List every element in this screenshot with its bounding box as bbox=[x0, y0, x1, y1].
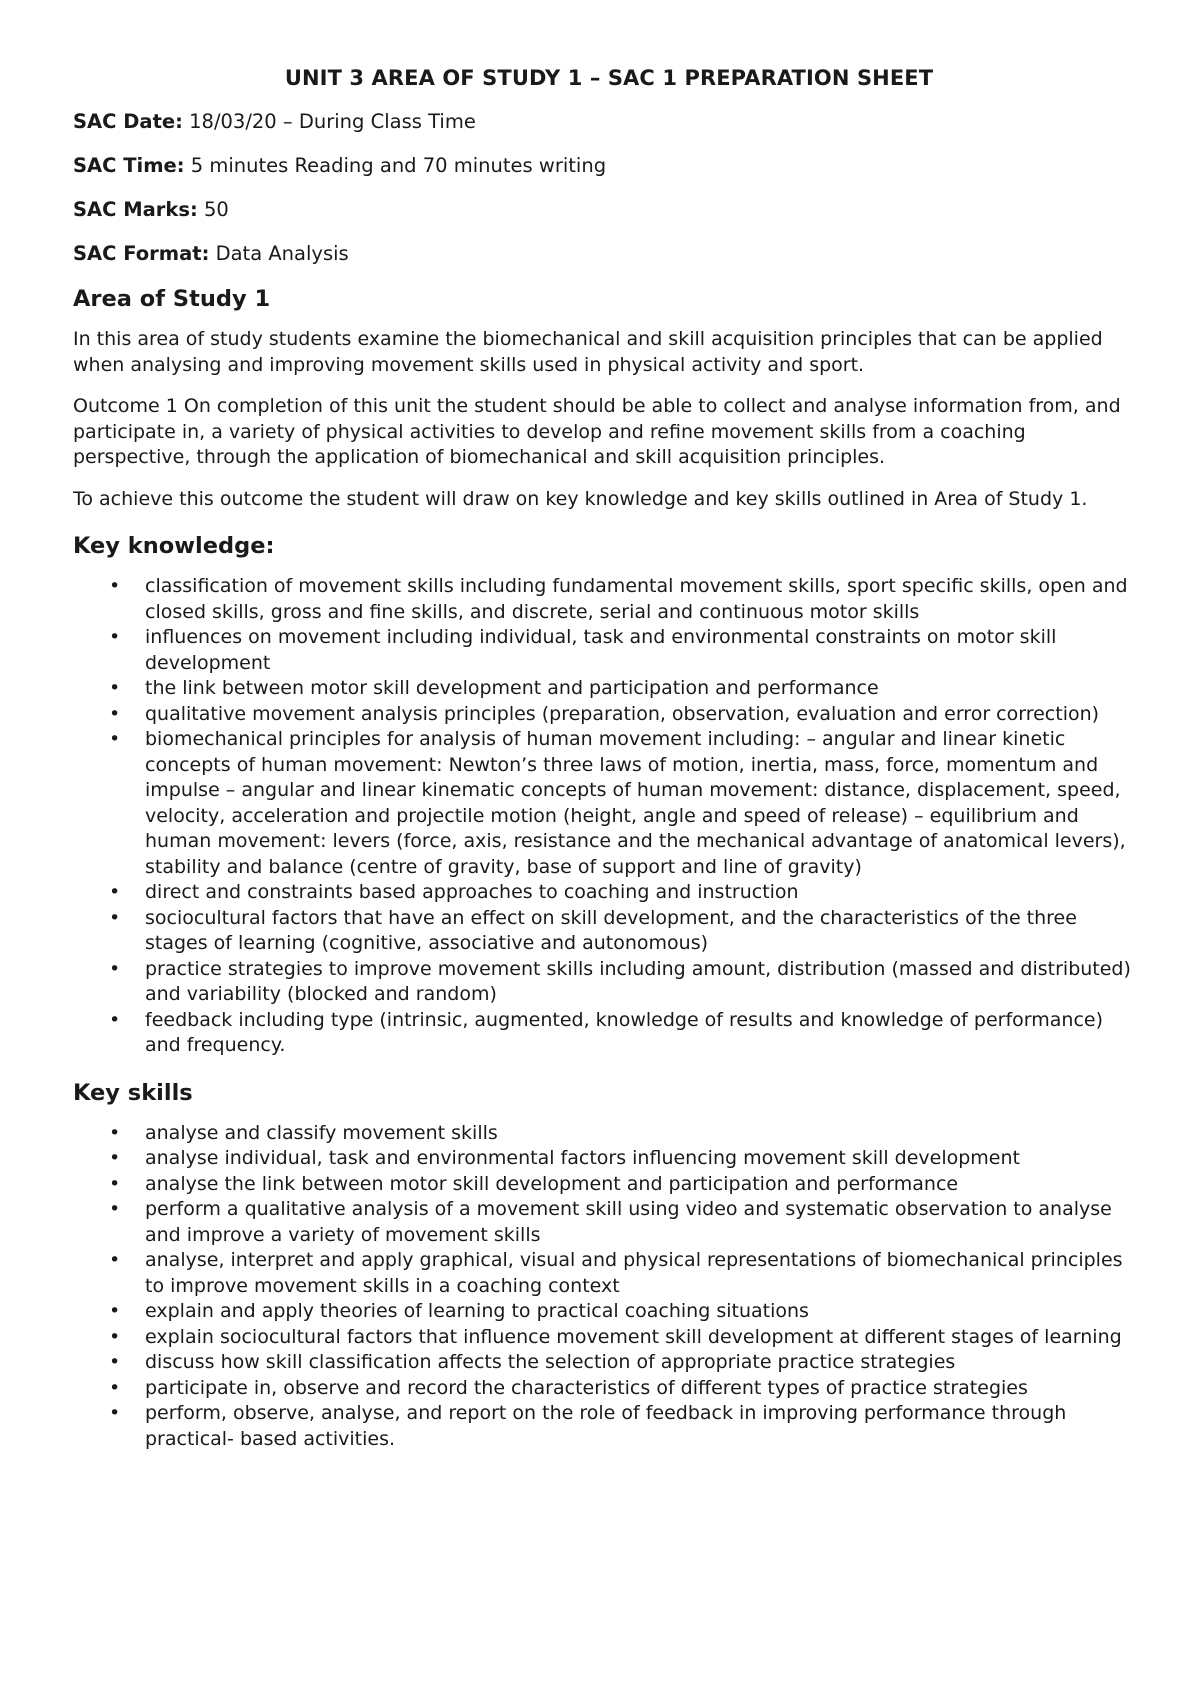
bullet-icon: • bbox=[109, 702, 121, 725]
list-item bbox=[73, 1172, 1133, 1198]
list-item-text: sociocultural factors that have an effect on skill development, and the characteristics of the three stages of learning (cognitive, associative and autonomous) bbox=[145, 906, 1077, 954]
list-item-text: participate in, observe and record the characteristics of different types of practice strategies bbox=[145, 1376, 1028, 1399]
list-item bbox=[73, 1248, 1133, 1299]
key-skills-heading: Key skills bbox=[73, 1079, 193, 1106]
bullet-icon: • bbox=[109, 677, 121, 699]
bullet-icon: • bbox=[109, 1376, 121, 1399]
list-item bbox=[73, 676, 1133, 702]
list-item bbox=[73, 957, 1133, 1008]
bullet-icon: • bbox=[109, 626, 121, 648]
bullet-icon: • bbox=[109, 1121, 121, 1144]
document-page bbox=[73, 66, 1133, 1462]
list-item bbox=[73, 1401, 1133, 1452]
bullet-icon: • bbox=[109, 575, 121, 597]
sac-time-label: SAC Time: bbox=[73, 154, 185, 177]
list-item-text: perform a qualitative analysis of a movement skill using video and systematic observation to analyse and improve a variety of movement skills bbox=[145, 1198, 1112, 1246]
list-item bbox=[73, 727, 1133, 880]
sac-marks-label: SAC Marks: bbox=[73, 198, 198, 221]
bullet-icon: • bbox=[109, 1147, 121, 1169]
bullet-icon: • bbox=[109, 1249, 121, 1271]
list-item bbox=[73, 906, 1133, 957]
list-item bbox=[73, 625, 1133, 676]
list-item-text: qualitative movement analysis principles (preparation, observation, evaluation and error correction) bbox=[145, 702, 1100, 725]
outcome-paragraph: Outcome 1 On completion of this unit the student should be able to collect and analyse information from, and participate in, a variety of physical activities to develop and refine movement skills from a coaching perspective, through the application of biomechanical and skill acquisition principles. bbox=[73, 395, 1121, 468]
sac-format-label: SAC Format: bbox=[73, 242, 210, 265]
bullet-icon: • bbox=[109, 1198, 121, 1220]
bullet-icon: • bbox=[109, 881, 121, 903]
list-item-text: explain sociocultural factors that influence movement skill development at different stages of learning bbox=[145, 1325, 1122, 1348]
sac-date-value: 18/03/20 – During Class Time bbox=[182, 110, 476, 133]
list-item-text: discuss how skill classification affects the selection of appropriate practice strategies bbox=[145, 1351, 956, 1373]
list-item-text: practice strategies to improve movement skills including amount, distribution (massed and distributed) and variability (blocked and random) bbox=[145, 957, 1131, 1005]
sac-marks-value: 50 bbox=[197, 198, 229, 221]
bullet-icon: • bbox=[109, 1325, 121, 1348]
list-item-text: classification of movement skills including fundamental movement skills, sport specific skills, open and closed skills, gross and fine skills, and discrete, serial and continuous motor skills bbox=[145, 575, 1128, 623]
list-item-text: perform, observe, analyse, and report on the role of feedback in improving performance through practical- based activities. bbox=[145, 1402, 1067, 1450]
list-item-text: analyse the link between motor skill development and participation and performance bbox=[145, 1172, 959, 1195]
list-item bbox=[73, 702, 1133, 728]
list-item-text: direct and constraints based approaches to coaching and instruction bbox=[145, 881, 799, 903]
list-item bbox=[73, 1121, 1133, 1147]
key-knowledge-heading: Key knowledge: bbox=[73, 533, 275, 559]
list-item-text: analyse, interpret and apply graphical, visual and physical representations of biomechanical principles to improve movement skills in a coaching context bbox=[145, 1249, 1123, 1297]
bullet-icon: • bbox=[109, 906, 121, 929]
bullet-icon: • bbox=[109, 1351, 121, 1373]
list-item bbox=[73, 574, 1133, 625]
list-item bbox=[73, 1008, 1133, 1059]
sac-format-value: Data Analysis bbox=[209, 242, 349, 265]
sac-marks-line bbox=[73, 197, 1133, 222]
list-item bbox=[73, 1299, 1133, 1325]
list-item bbox=[73, 1197, 1133, 1248]
list-item-text: analyse and classify movement skills bbox=[145, 1121, 498, 1144]
bullet-icon: • bbox=[109, 728, 121, 750]
list-item bbox=[73, 880, 1133, 906]
achieve-paragraph: To achieve this outcome the student will draw on key knowledge and key skills outlined in Area of Study 1. bbox=[73, 487, 1088, 510]
area-of-study-heading: Area of Study 1 bbox=[73, 286, 271, 312]
list-item-text: feedback including type (intrinsic, augmented, knowledge of results and knowledge of performance) and frequency. bbox=[145, 1008, 1103, 1056]
sac-time-value: 5 minutes Reading and 70 minutes writing bbox=[184, 154, 607, 177]
document-title: UNIT 3 AREA OF STUDY 1 – SAC 1 PREPARATION SHEET bbox=[284, 66, 934, 90]
sac-format-line bbox=[73, 241, 1133, 266]
list-item bbox=[73, 1146, 1133, 1172]
list-item-text: explain and apply theories of learning to practical coaching situations bbox=[145, 1300, 809, 1322]
list-item-text: biomechanical principles for analysis of human movement including: – angular and linear kinetic concepts of human movement: Newton’s three laws of motion, inertia, mass, force, momentum and impulse – angular and linear kinematic concepts of human movement: distance, displacement, speed, velocity, acceleration and projectile motion (height, angle and speed of release) – equilibrium and human movement: levers (force, axis, resistance and the mechanical advantage of anatomical levers), stability and balance (centre of gravity, base of support and line of gravity) bbox=[145, 728, 1126, 878]
bullet-icon: • bbox=[109, 1300, 121, 1322]
list-item-text: the link between motor skill development and participation and performance bbox=[145, 677, 879, 699]
intro-paragraph: In this area of study students examine the biomechanical and skill acquisition principles that can be applied when analysing and improving movement skills used in physical activity and sport. bbox=[73, 328, 1103, 376]
bullet-icon: • bbox=[109, 1402, 121, 1424]
sac-date-line bbox=[73, 109, 1133, 134]
list-item bbox=[73, 1325, 1133, 1351]
bullet-icon: • bbox=[109, 957, 121, 980]
key-skills-list bbox=[73, 1121, 1133, 1453]
key-knowledge-list bbox=[73, 574, 1133, 1059]
sac-time-line bbox=[73, 153, 1133, 178]
list-item-text: influences on movement including individual, task and environmental constraints on motor skill development bbox=[145, 626, 1057, 674]
list-item-text: analyse individual, task and environmental factors influencing movement skill development bbox=[145, 1147, 1020, 1169]
bullet-icon: • bbox=[109, 1008, 121, 1031]
list-item bbox=[73, 1376, 1133, 1402]
list-item bbox=[73, 1350, 1133, 1376]
bullet-icon: • bbox=[109, 1172, 121, 1195]
sac-date-label: SAC Date: bbox=[73, 110, 183, 133]
